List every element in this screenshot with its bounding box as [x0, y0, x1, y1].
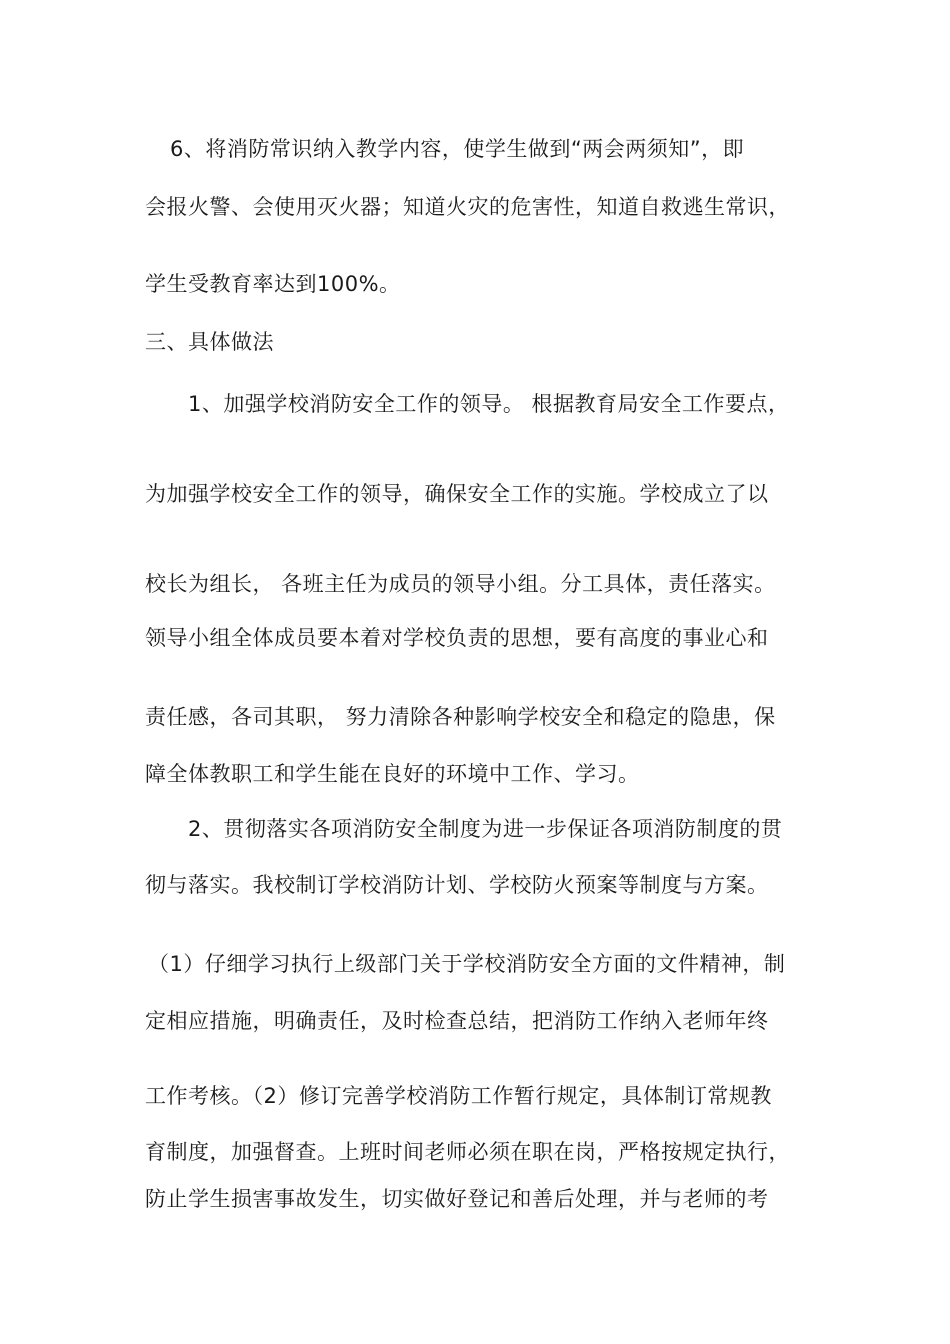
- paragraph-2-line-2: 彻与落实。我校制订学校消防计划、学校防火预案等制度与方案。: [145, 873, 769, 897]
- paragraph-6-line-1: 6、将消防常识纳入教学内容，使学生做到“两会两须知”，即: [170, 137, 745, 161]
- paragraph-1-line-3: 校长为组长， 各班主任为成员的领导小组。分工具体，责任落实。: [145, 572, 776, 596]
- paragraph-1-line-1: 1、加强学校消防安全工作的领导。 根据教育局安全工作要点，: [188, 392, 790, 416]
- paragraph-3-line-1: （1）仔细学习执行上级部门关于学校消防安全方面的文件精神，制: [148, 952, 786, 976]
- paragraph-1-line-6: 障全体教职工和学生能在良好的环境中工作、学习。: [145, 762, 640, 786]
- paragraph-2-line-1: 2、贯彻落实各项消防安全制度为进一步保证各项消防制度的贯: [188, 817, 783, 841]
- paragraph-3-line-3: 工作考核。（2）修订完善学校消防工作暂行规定，具体制订常规教: [145, 1084, 772, 1108]
- paragraph-3-line-2: 定相应措施，明确责任，及时检查总结，把消防工作纳入老师年终: [145, 1009, 769, 1033]
- section-heading-3: 三、具体做法: [145, 330, 274, 354]
- paragraph-1-line-5: 责任感，各司其职， 努力清除各种影响学校安全和稳定的隐患，保: [145, 705, 776, 729]
- paragraph-1-line-2: 为加强学校安全工作的领导，确保安全工作的实施。学校成立了以: [145, 482, 769, 506]
- paragraph-6-line-2: 会报火警、会使用灭火器；知道火灾的危害性，知道自救逃生常识，: [145, 195, 790, 219]
- paragraph-1-line-4: 领导小组全体成员要本着对学校负责的思想，要有高度的事业心和: [145, 626, 769, 650]
- paragraph-3-line-4: 育制度，加强督查。上班时间老师必须在职在岗，严格按规定执行，: [145, 1140, 790, 1164]
- paragraph-3-line-5: 防止学生损害事故发生，切实做好登记和善后处理，并与老师的考: [145, 1187, 769, 1211]
- paragraph-6-line-3: 学生受教育率达到100%。: [145, 272, 401, 296]
